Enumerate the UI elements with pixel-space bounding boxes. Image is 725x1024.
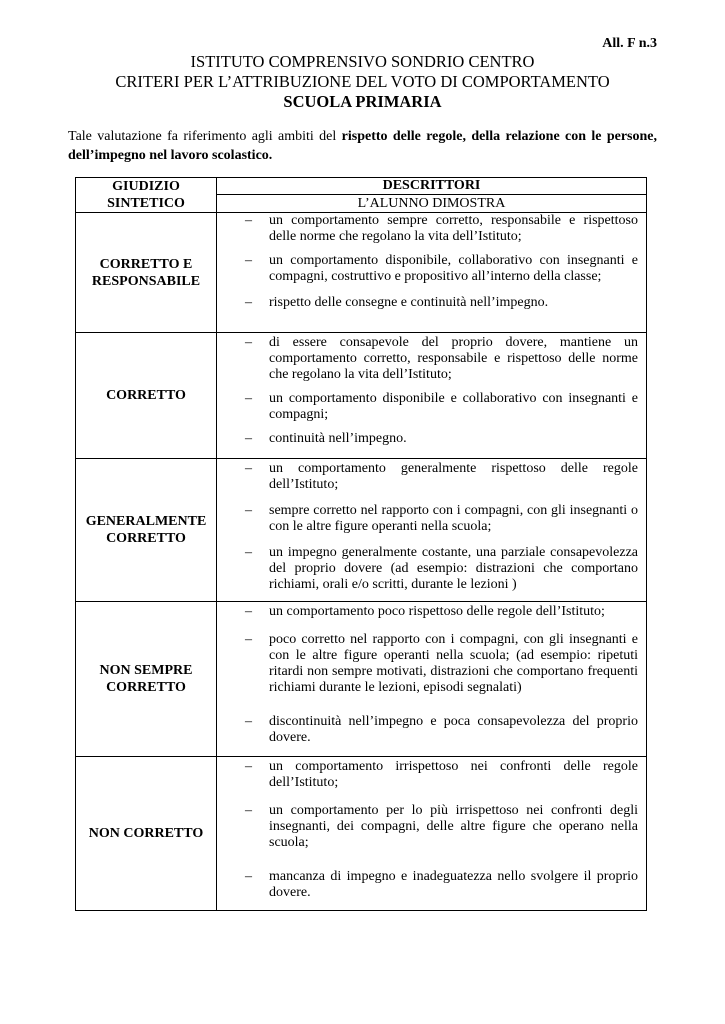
descrittore-text: un comportamento per lo più irrispettoso nei confronti degli insegnanti, dei compagni, delle altre figure che operano nella scuola; [269, 803, 638, 850]
document-title: CRITERI PER L’ATTRIBUZIONE DEL VOTO DI COMPORTAMENTO [115, 72, 610, 91]
document-header [0, 52, 725, 112]
descrittore-item [217, 295, 638, 311]
descrittore-item [217, 759, 638, 791]
descrittori-cell [217, 213, 647, 333]
intro-plain-text: Tale valutazione fa riferimento agli ambiti del [68, 129, 342, 144]
descrittore-text: discontinuità nell’impegno e poca consapevolezza del proprio dovere. [269, 714, 638, 745]
giudizio-label-line1: GENERALMENTE [85, 514, 207, 529]
attachment-reference: All. F n.3 [602, 36, 657, 51]
giudizio-cell [76, 757, 217, 911]
descrittore-item [217, 503, 638, 535]
giudizio-label-line2: CORRETTO [106, 531, 186, 546]
descrittore-text: un comportamento poco rispettoso delle regole dell’Istituto; [269, 604, 605, 619]
descrittore-item [217, 253, 638, 285]
giudizio-label-line1: NON CORRETTO [88, 826, 204, 841]
descrittore-text: un comportamento disponibile e collaborativo con insegnanti e compagni; [269, 391, 638, 422]
dash-bullet: – [245, 604, 252, 619]
dash-bullet: – [245, 461, 252, 476]
dash-bullet: – [245, 714, 252, 729]
giudizio-cell [76, 213, 217, 333]
descrittore-text: mancanza di impegno e inadeguatezza nello svolgere il proprio dovere. [269, 869, 638, 900]
descrittore-text: continuità nell’impegno. [269, 431, 407, 446]
header-alunno-dimostra: L’ALUNNO DIMOSTRA [217, 194, 647, 212]
school-name: ISTITUTO COMPRENSIVO SONDRIO CENTRO [190, 52, 535, 71]
giudizio-label-line2: RESPONSABILE [91, 273, 201, 289]
giudizio-label-line1: CORRETTO E [99, 256, 193, 272]
descrittore-text: rispetto delle consegne e continuità nell’impegno. [269, 295, 549, 310]
descrittore-text: un impegno generalmente costante, una parziale consapevolezza del proprio dovere (ad esempio: distrazioni che comportano richiami, orali e/o scritti, durante le lezioni ) [269, 545, 638, 592]
header-giudizio-line2: SINTETICO [107, 196, 185, 211]
header-giudizio [76, 178, 217, 213]
descrittore-item [217, 632, 638, 696]
table-row [76, 333, 647, 459]
descrittore-item [217, 714, 638, 746]
descrittore-item [217, 335, 638, 383]
criteria-table [75, 177, 647, 911]
dash-bullet: – [245, 759, 252, 774]
descrittore-item [217, 869, 638, 901]
dash-bullet: – [245, 503, 252, 518]
dash-bullet: – [245, 431, 252, 446]
descrittori-cell [217, 757, 647, 911]
header-giudizio-line1: GIUDIZIO [112, 179, 180, 194]
dash-bullet: – [245, 869, 252, 884]
giudizio-cell [76, 333, 217, 459]
table-row [76, 602, 647, 757]
giudizio-label-line1: CORRETTO [106, 388, 186, 403]
descrittori-cell [217, 459, 647, 602]
descrittore-item [217, 213, 638, 245]
dash-bullet: – [245, 295, 252, 310]
descrittore-text: un comportamento irrispettoso nei confronti delle regole dell’Istituto; [269, 759, 638, 790]
table-row [76, 459, 647, 602]
giudizio-cell [76, 459, 217, 602]
intro-bold-text: rispetto delle regole, della relazione con le persone, dell’impegno nel lavoro scolastico. [68, 129, 657, 163]
descrittore-item [217, 604, 638, 620]
dash-bullet: – [245, 545, 252, 560]
descrittore-text: un comportamento sempre corretto, responsabile e rispettoso delle norme che regolano la vita dell’Istituto; [269, 213, 638, 244]
giudizio-label-line1: NON SEMPRE [99, 663, 193, 678]
dash-bullet: – [245, 391, 252, 406]
dash-bullet: – [245, 253, 252, 268]
descrittore-item [217, 545, 638, 593]
intro-paragraph [68, 127, 657, 165]
giudizio-cell [76, 602, 217, 757]
table-row [76, 213, 647, 333]
school-level: SCUOLA PRIMARIA [283, 92, 442, 111]
descrittori-cell [217, 602, 647, 757]
descrittore-item [217, 431, 638, 447]
descrittore-text: di essere consapevole del proprio dovere, mantiene un comportamento corretto, responsabile e rispettoso delle norme che regolano la vita dell’Istituto; [269, 335, 638, 382]
descrittori-cell [217, 333, 647, 459]
dash-bullet: – [245, 632, 252, 647]
descrittore-item [217, 461, 638, 493]
dash-bullet: – [245, 803, 252, 818]
descrittore-text: un comportamento generalmente rispettoso delle regole dell’Istituto; [269, 461, 638, 492]
descrittore-text: sempre corretto nel rapporto con i compagni, con gli insegnanti o con le altre figure operanti nella scuola; [269, 503, 638, 534]
descrittore-text: un comportamento disponibile, collaborativo con insegnanti e compagni, costruttivo e propositivo all’interno della classe; [269, 253, 638, 284]
table-row [76, 757, 647, 911]
descrittore-text: poco corretto nel rapporto con i compagni, con gli insegnanti e con le altre figure operanti nella scuola; (ad esempio: ripetuti ritardi non sempre motivati, distrazioni che comportano frequenti richiami durante le lezioni, episodi segnalati) [269, 632, 638, 695]
dash-bullet: – [245, 213, 252, 228]
header-descrittori: DESCRITTORI [217, 178, 647, 195]
giudizio-label-line2: CORRETTO [106, 680, 186, 695]
descrittore-item [217, 803, 638, 851]
descrittore-item [217, 391, 638, 423]
dash-bullet: – [245, 335, 252, 350]
